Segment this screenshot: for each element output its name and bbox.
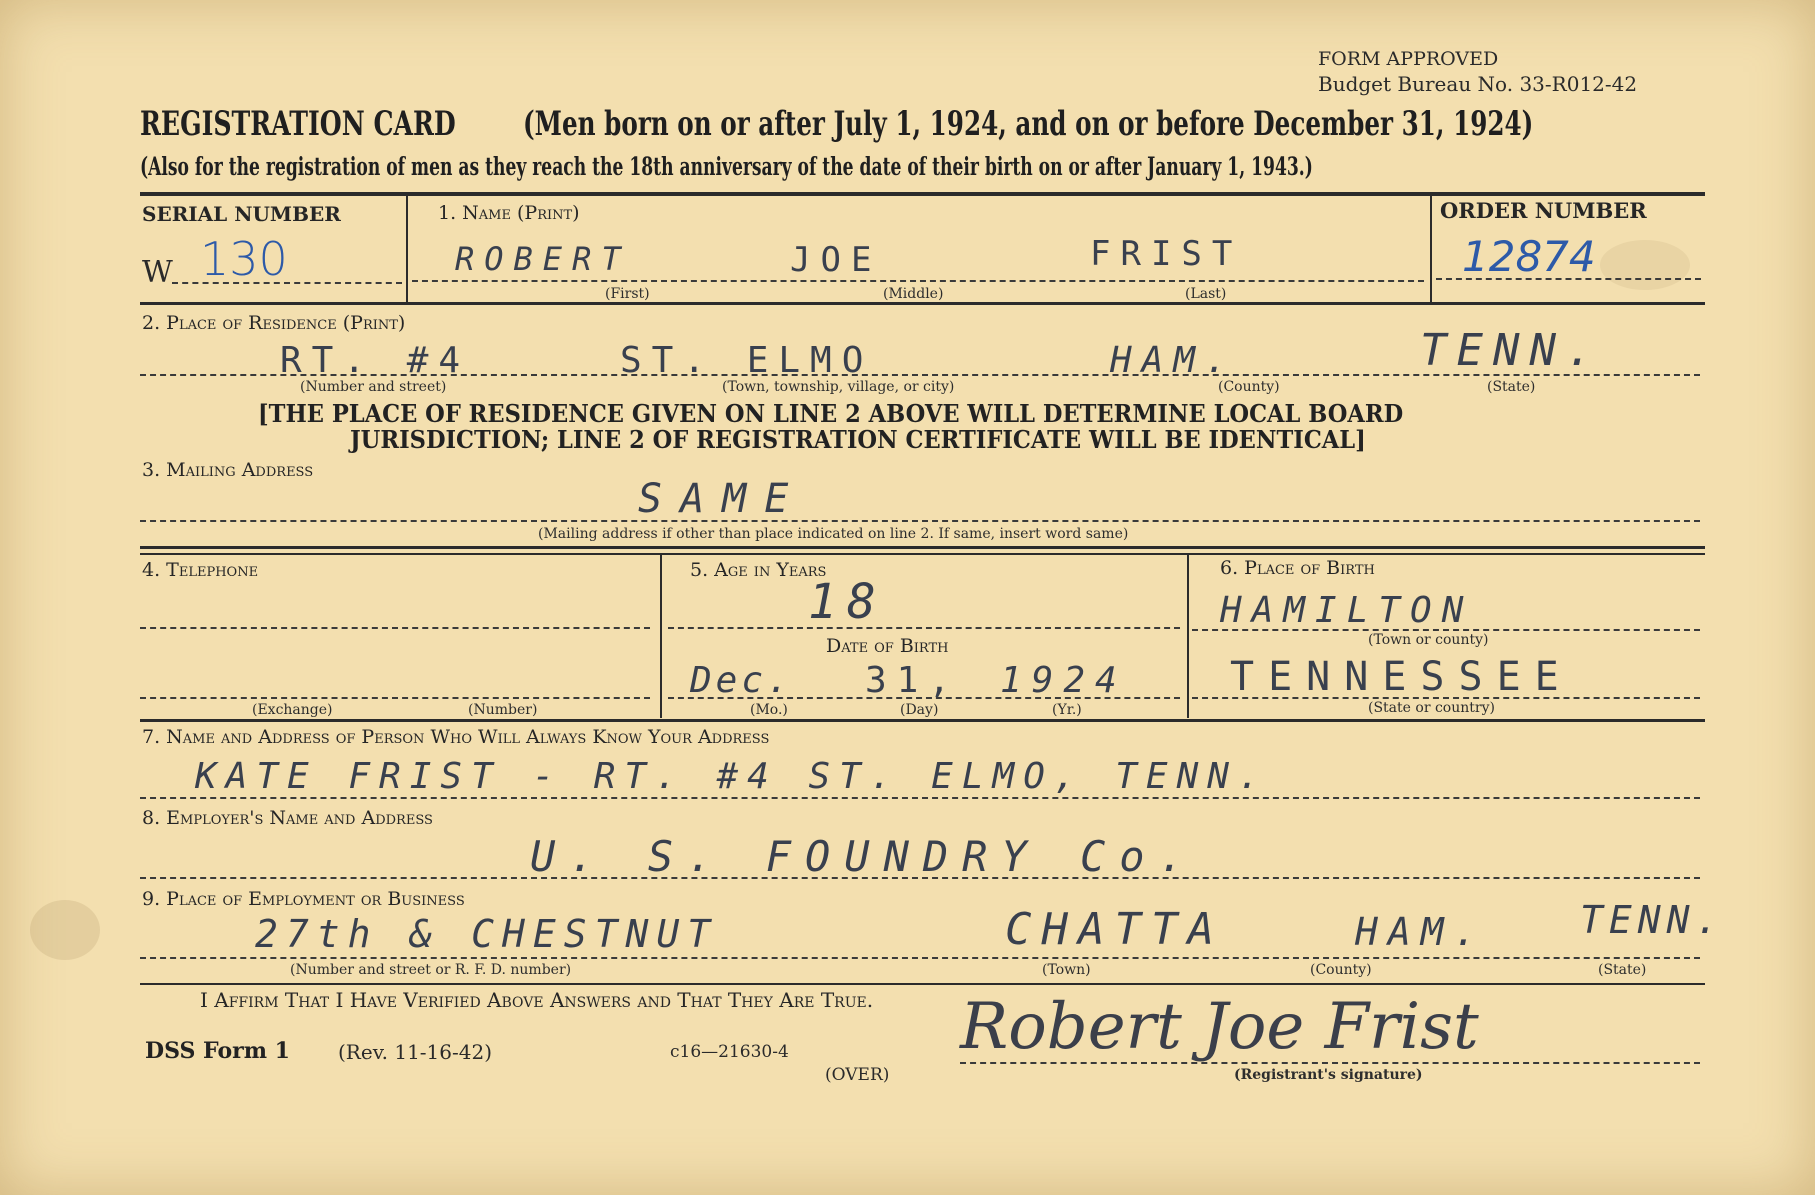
employer-value: U. S. FOUNDRY Co. xyxy=(530,832,1198,881)
telephone-number-caption: (Number) xyxy=(468,702,538,718)
residence-town-caption: (Town, township, village, or city) xyxy=(722,379,955,395)
birthplace-label: 6. Place of Birth xyxy=(1220,557,1375,579)
residence-street-value: RT. #4 xyxy=(280,340,471,381)
order-number-value: 12874 xyxy=(1462,232,1596,281)
contact-line xyxy=(140,797,1700,799)
birth-year-value: 1924 xyxy=(1000,660,1127,701)
first-name-value: ROBERT xyxy=(455,240,631,278)
paper-stain xyxy=(30,900,100,960)
contact-label: 7. Name and Address of Person Who Will Always Know Your Address xyxy=(142,726,770,748)
over-note: (OVER) xyxy=(825,1065,890,1085)
name-label: 1. Name (Print) xyxy=(438,202,580,224)
residence-notice-line2: JURISDICTION; LINE 2 OF REGISTRATION CERTIFICATE WILL BE IDENTICAL] xyxy=(350,425,1366,454)
rule xyxy=(1187,555,1189,718)
rule xyxy=(140,192,1705,196)
birth-town-caption: (Town or county) xyxy=(1368,632,1489,648)
residence-line xyxy=(140,374,1700,376)
residence-town-value: ST. ELMO xyxy=(620,340,874,381)
registrant-signature: Robert Joe Frist xyxy=(960,990,1479,1064)
birth-state-value: TENNESSEE xyxy=(1230,654,1573,700)
age-label: 5. Age in Years xyxy=(690,559,827,581)
rule xyxy=(140,546,1705,549)
middle-name-value: JOE xyxy=(790,240,882,280)
residence-notice-line1: [THE PLACE OF RESIDENCE GIVEN ON LINE 2 ABOVE WILL DETERMINE LOCAL BOARD xyxy=(258,399,1404,428)
employer-label: 8. Employer's Name and Address xyxy=(142,807,433,829)
birth-day-value: 31, xyxy=(865,660,961,701)
form-id: DSS Form 1 xyxy=(145,1038,290,1064)
order-number-label: ORDER NUMBER xyxy=(1440,198,1647,223)
form-revision: (Rev. 11-16-42) xyxy=(338,1040,493,1064)
residence-county-caption: (County) xyxy=(1218,379,1280,395)
birth-year-caption: (Yr.) xyxy=(1052,702,1082,718)
rule xyxy=(406,194,408,302)
date-of-birth-label: Date of Birth xyxy=(826,635,949,657)
birthplace-line xyxy=(1192,629,1700,631)
employment-town-value: CHATTA xyxy=(1005,904,1224,955)
birth-day-caption: (Day) xyxy=(900,702,939,718)
mailing-caption: (Mailing address if other than place indicated on line 2. If same, insert word same) xyxy=(538,526,1129,542)
telephone-exchange-caption: (Exchange) xyxy=(252,702,333,718)
last-caption: (Last) xyxy=(1185,286,1227,302)
signature-line xyxy=(960,1062,1700,1064)
budget-bureau-number: Budget Bureau No. 33-R012-42 xyxy=(1318,72,1638,96)
print-code: c16—21630-4 xyxy=(670,1042,789,1062)
last-name-value: FRIST xyxy=(1090,234,1243,274)
first-caption: (First) xyxy=(605,286,650,302)
rule xyxy=(140,553,1705,555)
residence-street-caption: (Number and street) xyxy=(300,379,447,395)
birth-state-caption: (State or country) xyxy=(1368,700,1495,716)
rule xyxy=(140,983,1705,985)
serial-number-label: SERIAL NUMBER xyxy=(142,202,341,226)
employer-line xyxy=(140,877,1700,879)
card-subtitle: (Also for the registration of men as they reach the 18th anniversary of the date of their birth on or after January 1, 1943.) xyxy=(140,152,1313,181)
rule xyxy=(140,302,1705,305)
residence-state-value: TENN. xyxy=(1420,325,1603,376)
employment-county-caption: (County) xyxy=(1310,962,1372,978)
rule xyxy=(140,719,1705,722)
name-line xyxy=(412,280,1424,282)
serial-line xyxy=(172,282,402,284)
signature-caption: (Registrant's signature) xyxy=(1234,1067,1423,1083)
residence-county-value: HAM. xyxy=(1110,340,1237,381)
mailing-address-value: SAME xyxy=(638,476,807,522)
employment-line xyxy=(140,957,1700,959)
employment-street-value: 27th & CHESTNUT xyxy=(255,912,719,956)
telephone-line xyxy=(140,697,650,699)
mailing-line xyxy=(140,520,1700,522)
employment-county-value: HAM. xyxy=(1355,910,1487,954)
birth-town-value: HAMILTON xyxy=(1220,590,1474,631)
employment-state-caption: (State) xyxy=(1598,962,1647,978)
mailing-address-label: 3. Mailing Address xyxy=(142,459,314,481)
form-approved: FORM APPROVED xyxy=(1318,48,1499,70)
telephone-line xyxy=(140,627,650,629)
serial-number-value: 130 xyxy=(200,232,288,286)
telephone-label: 4. Telephone xyxy=(142,559,259,581)
employment-street-caption: (Number and street or R. F. D. number) xyxy=(290,962,572,978)
birth-month-value: Dec. xyxy=(690,660,793,701)
residence-label: 2. Place of Residence (Print) xyxy=(142,312,406,334)
age-value: 18 xyxy=(808,574,886,630)
birthplace-line xyxy=(1192,697,1700,699)
order-line xyxy=(1436,278,1701,280)
affirmation-text: I Affirm That I Have Verified Above Answers and That They Are True. xyxy=(200,988,874,1012)
card-title: REGISTRATION CARD xyxy=(140,104,456,144)
residence-state-caption: (State) xyxy=(1487,379,1536,395)
rule xyxy=(1430,194,1432,302)
employment-state-value: TENN. xyxy=(1580,898,1725,942)
birth-month-caption: (Mo.) xyxy=(750,702,788,718)
dob-line xyxy=(668,697,1180,699)
contact-value: KATE FRIST - RT. #4 ST. ELMO, TENN. xyxy=(195,756,1269,797)
employment-town-caption: (Town) xyxy=(1042,962,1091,978)
rule xyxy=(660,555,662,718)
paper-stain xyxy=(1600,240,1690,290)
employment-label: 9. Place of Employment or Business xyxy=(142,888,465,910)
age-line xyxy=(668,627,1180,629)
middle-caption: (Middle) xyxy=(883,286,944,302)
card-title-qualifier: (Men born on or after July 1, 1924, and on or before December 31, 1924) xyxy=(523,104,1534,144)
serial-prefix: W xyxy=(142,255,173,290)
